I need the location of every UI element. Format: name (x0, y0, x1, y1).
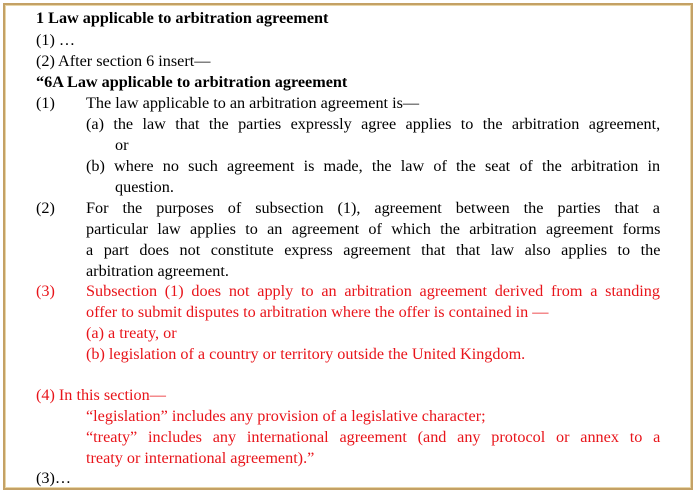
section-6a-3-number: (3) (36, 282, 55, 300)
definition-treaty-line2: treaty or international agreement).” (86, 449, 315, 467)
section-6a-1-b-line1: (b) where no such agreement is made, the law of the seat of the arbitration in (86, 157, 661, 175)
section-6a-2-line4: arbitration agreement. (86, 262, 229, 280)
subsection-3-placeholder: (3)… (36, 469, 72, 487)
section-6a-2-line3: a part does not constitute express agreement that that law also applies to the (86, 241, 661, 259)
definition-treaty-line1: “treaty” includes any international agreement (and any protocol or annex to a (86, 428, 661, 446)
clause-heading: 1 Law applicable to arbitration agreement (36, 9, 329, 27)
new-section-heading: “6A Law applicable to arbitration agreement (36, 73, 348, 91)
section-6a-1-a-line2: or (115, 136, 129, 154)
section-6a-4-heading: (4) In this section— (36, 386, 166, 404)
subsection-2-instruction: (2) After section 6 insert— (36, 52, 211, 70)
section-6a-3-line1: Subsection (1) does not apply to an arbitration agreement derived from a standing (86, 282, 660, 300)
subsection-1-placeholder: (1) … (36, 31, 76, 49)
section-6a-1-a-line1: (a) the law that the parties expressly agree applies to the arbitration agreement, (86, 115, 661, 133)
section-6a-2-number: (2) (36, 199, 55, 217)
definition-legislation: “legislation” includes any provision of a legislative character; (86, 407, 486, 425)
section-6a-1-b-line2: question. (115, 178, 174, 196)
section-6a-3-b: (b) legislation of a country or territory outside the United Kingdom. (86, 345, 526, 363)
section-6a-1-number: (1) (36, 94, 55, 112)
section-6a-3-a: (a) a treaty, or (86, 324, 177, 342)
section-6a-2-line1: For the purposes of subsection (1), agreement between the parties that a (86, 199, 660, 217)
section-6a-2-line2: particular law applies to an agreement of which the arbitration agreement forms (86, 220, 661, 238)
section-6a-1-text: The law applicable to an arbitration agreement is— (86, 94, 420, 112)
section-6a-3-line2: offer to submit disputes to arbitration where the offer is contained in — (86, 303, 549, 321)
